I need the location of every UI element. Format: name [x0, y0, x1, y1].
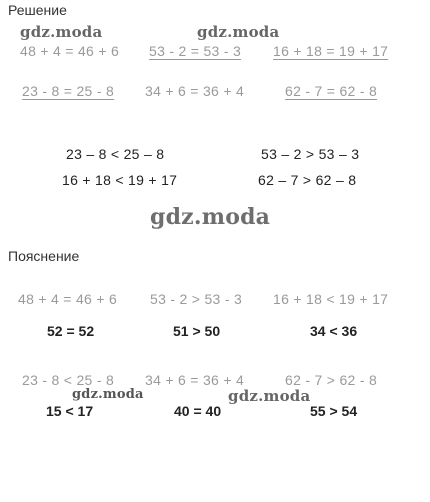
solution-expression: 23 - 8 = 25 - 8	[22, 83, 115, 99]
explanation-expression: 62 - 7 > 62 - 8	[285, 372, 378, 388]
watermark: gdz.moda	[228, 387, 311, 405]
watermark: gdz.moda	[72, 387, 144, 402]
watermark: gdz.moda	[197, 23, 280, 41]
solution-expression: 16 + 18 = 19 + 17	[273, 43, 389, 59]
explanation-result: 40 = 40	[174, 403, 222, 419]
solution-expression: 48 + 4 = 46 + 6	[20, 43, 120, 59]
explanation-expression: 53 - 2 > 53 - 3	[150, 291, 243, 307]
explanation-result: 55 > 54	[310, 403, 358, 419]
explanation-result: 15 < 17	[46, 403, 94, 419]
explanation-expression: 48 + 4 = 46 + 6	[18, 291, 118, 307]
solution-heading: Решение	[8, 2, 67, 18]
explanation-expression: 23 - 8 < 25 - 8	[22, 372, 115, 388]
solution-expression: 53 - 2 = 53 - 3	[149, 43, 242, 59]
explanation-expression: 34 + 6 = 36 + 4	[145, 372, 245, 388]
explanation-heading: Пояснение	[8, 248, 80, 264]
solution-expression: 34 + 6 = 36 + 4	[145, 83, 245, 99]
answer-inequality: 53 – 2 > 53 – 3	[261, 146, 360, 162]
watermark: gdz.moda	[20, 23, 103, 41]
explanation-result: 51 > 50	[173, 323, 221, 339]
answer-inequality: 62 – 7 > 62 – 8	[258, 172, 357, 188]
watermark: gdz.moda	[150, 204, 271, 230]
answer-inequality: 23 – 8 < 25 – 8	[66, 146, 165, 162]
explanation-result: 34 < 36	[310, 323, 358, 339]
explanation-result: 52 = 52	[47, 323, 95, 339]
solution-expression: 62 - 7 = 62 - 8	[285, 83, 378, 99]
explanation-expression: 16 + 18 < 19 + 17	[273, 291, 389, 307]
answer-inequality: 16 + 18 < 19 + 17	[62, 172, 178, 188]
